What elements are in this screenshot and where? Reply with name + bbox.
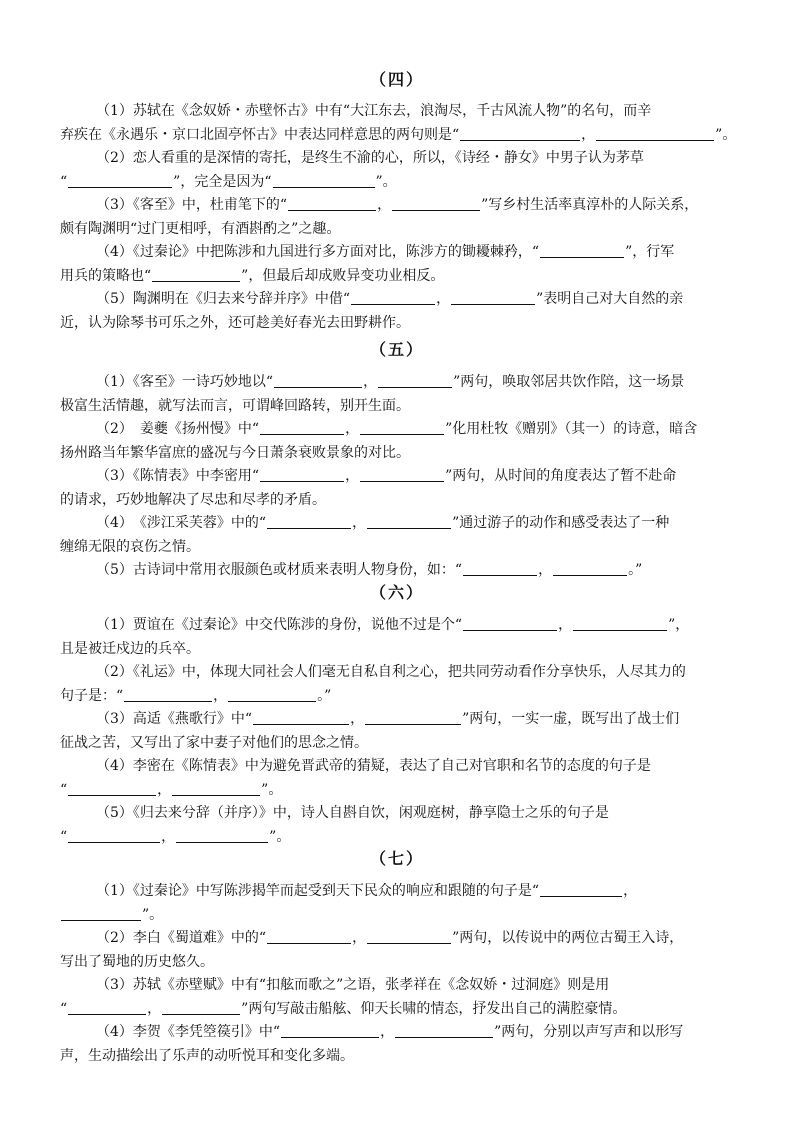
s6-q1-text2: ”， [668, 617, 690, 633]
s4-q2-text: （2）恋人看重的是深情的寄托，是终生不渝的心，所以，《诗经・静女》中男子认为茅草 [96, 150, 644, 166]
answer-blank[interactable] [351, 290, 435, 305]
answer-blank[interactable] [68, 1000, 146, 1015]
s5-q2-text: （2） 姜夔《扬州慢》中“ [96, 421, 260, 437]
s6-q1-text3: 且是被迁戍边的兵卒。 [60, 641, 200, 657]
answer-blank[interactable] [460, 126, 580, 141]
s4-q5-text2: ”表明自己对大自然的亲 [536, 291, 684, 307]
s5-q1-line1 [96, 371, 740, 393]
answer-blank[interactable] [365, 710, 461, 725]
s7-q1-line1 [96, 880, 740, 902]
open-quote: “ [60, 829, 68, 845]
s5-q4-text2: ”通过游子的动作和感受表达了一种 [452, 515, 670, 531]
separator: ， [161, 829, 176, 845]
s4-q3-text2: ”写乡村生活率真淳朴的人际关系， [481, 197, 699, 213]
s7-q3-text2: ”两句写敲击船舷、仰天长啸的情态，抒发出自己的满腔豪情。 [241, 1001, 627, 1017]
separator: ， [436, 291, 451, 307]
s4-q5-text: （5）陶渊明在《归去来兮辞并序》中借“ [96, 291, 351, 307]
answer-blank[interactable] [172, 781, 260, 796]
answer-blank[interactable] [68, 781, 156, 796]
s7-q4-line1 [96, 1021, 740, 1043]
s6-q2-line1 [96, 661, 740, 683]
answer-blank[interactable] [68, 828, 160, 843]
s6-q5-text: （5）《归去来兮辞（并序）》中，诗人自斟自饮，闲观庭树，静享隐士之乐的句子是 [96, 805, 609, 821]
s5-q4-text3: 缠绵无限的哀伤之情。 [60, 539, 200, 555]
answer-blank[interactable] [61, 906, 141, 921]
answer-blank[interactable] [573, 616, 667, 631]
answer-blank[interactable] [596, 126, 714, 141]
s6-q2-line2 [60, 685, 740, 707]
s7-q4-line2 [60, 1045, 740, 1067]
closing: ”。 [142, 907, 164, 923]
s4-q4-line1 [96, 241, 740, 263]
answer-blank[interactable] [463, 561, 537, 576]
answer-blank[interactable] [553, 561, 627, 576]
answer-blank[interactable] [260, 467, 344, 482]
s7-q2-text2: ”两句，以传说中的两位古蜀王入诗， [452, 930, 684, 946]
closing: ”。 [261, 782, 283, 798]
s5-q5-line1 [96, 559, 740, 581]
s4-q4-text2: ”，行军 [625, 244, 675, 260]
s4-q2-mid: ”，完全是因为“ [173, 174, 272, 190]
s6-q4-line1 [96, 755, 740, 777]
s6-q4-text: （4）李密在《陈情表》中为避免晋武帝的猜疑，表达了自己对官职和名节的态度的句子是 [96, 758, 651, 774]
s6-q3-text3: 征战之苦，又写出了家中妻子对他们的思念之情。 [60, 735, 368, 751]
separator: ， [623, 883, 638, 899]
s6-q5-line2 [60, 826, 740, 848]
s6-q1-text: （1）贾谊在《过秦论》中交代陈涉的身份，说他不过是个“ [96, 617, 463, 633]
s4-q1-line2 [60, 124, 740, 146]
separator: ， [352, 515, 367, 531]
s5-q2-line2 [60, 442, 740, 464]
s5-q3-line1 [96, 465, 740, 487]
s4-q1-text2: 弃疾在《永遇乐・京口北固亭怀古》中表达同样意思的两句则是“ [60, 127, 460, 143]
s4-q5-line1 [96, 288, 740, 310]
s4-q5-line2 [60, 312, 740, 334]
closing: ”。 [269, 829, 291, 845]
s5-q1-line2 [60, 395, 740, 417]
separator: ， [558, 617, 573, 633]
answer-blank[interactable] [540, 882, 622, 897]
closing: ”。 [715, 127, 737, 143]
s4-q1-text: （1）苏轼在《念奴娇・赤壁怀古》中有“大江东去，浪淘尽，千古风流人物”的名句，而辛 [96, 103, 652, 119]
closing: 。” [628, 562, 643, 578]
separator: ， [213, 688, 228, 704]
s7-q2-text: （2）李白《蜀道难》中的“ [96, 930, 267, 946]
answer-blank[interactable] [253, 710, 349, 725]
s4-q4-text4: ”，但最后却成败异变功业相反。 [241, 268, 445, 284]
answer-blank[interactable] [274, 373, 362, 388]
s7-q4-text2: ”两句，分别以声写声和以形写 [494, 1024, 684, 1040]
open-quote: “ [60, 174, 68, 190]
s5-q2-text2: ”化用杜牧《赠别》（其一）的诗意，暗含 [445, 421, 698, 437]
answer-blank[interactable] [540, 243, 624, 258]
s6-q4-line2 [60, 779, 740, 801]
answer-blank[interactable] [267, 514, 351, 529]
s7-q4-text3: 声，生动描绘出了乐声的动听悦耳和变化多端。 [60, 1048, 354, 1064]
s7-q1-text: （1）《过秦论》中写陈涉揭竿而起受到天下民众的响应和跟随的句子是“ [96, 883, 540, 899]
answer-blank[interactable] [367, 514, 451, 529]
answer-blank[interactable] [68, 173, 172, 188]
separator: ， [345, 421, 360, 437]
separator: ， [157, 782, 172, 798]
s4-q3-text: （3）《客至》中，杜甫笔下的“ [96, 197, 288, 213]
s4-q5-text3: 近，认为除琴书可乐之外，还可趁美好春光去田野耕作。 [60, 315, 410, 331]
answer-blank[interactable] [228, 687, 316, 702]
answer-blank[interactable] [378, 373, 452, 388]
s6-q1-line2 [60, 638, 740, 660]
s4-q4-line2 [60, 265, 740, 287]
s7-q2-text3: 写出了蜀地的历史悠久。 [60, 954, 214, 970]
s6-q3-text2: ”两句，一实一虚，既写出了战士们 [462, 711, 680, 727]
answer-blank[interactable] [463, 616, 557, 631]
s5-q4-line1 [96, 512, 740, 534]
s5-q1-text3: 极富生活情趣，就写法而言，可谓峰回路转，别开生面。 [60, 398, 410, 414]
separator: ， [363, 374, 378, 390]
s5-q1-text2: ”两句，唤取邻居共饮作陪，这一场景 [453, 374, 685, 390]
answer-blank[interactable] [367, 929, 451, 944]
s6-q3-text: （3）高适《燕歌行》中“ [96, 711, 253, 727]
answer-blank[interactable] [281, 1023, 379, 1038]
answer-blank[interactable] [360, 467, 444, 482]
s4-q2-line2 [60, 171, 740, 193]
separator: ， [581, 127, 596, 143]
section-title-7: （七） [369, 849, 424, 868]
s5-q5-text: （5）古诗词中常用衣服颜色或材质来表明人物身份，如：“ [96, 562, 463, 578]
answer-blank[interactable] [260, 420, 344, 435]
answer-blank[interactable] [360, 420, 444, 435]
answer-blank[interactable] [288, 196, 376, 211]
s5-q4-text: （4） 《涉江采芙蓉》中的“ [96, 515, 267, 531]
s4-q3-line1 [96, 194, 740, 216]
s7-q1-line2 [60, 904, 740, 926]
s7-q2-line2 [60, 951, 740, 973]
s7-q3-line2 [60, 998, 740, 1020]
s4-q1-line1 [96, 100, 740, 122]
separator: ， [352, 930, 367, 946]
s7-q3-text: （3）苏轼《赤壁赋》中有“扣舷而歌之”之语，张孝祥在《念奴娇・过洞庭》则是用 [96, 977, 610, 993]
s5-q2-text3: 扬州路当年繁华富庶的盛况与今日萧条衰败景象的对比。 [60, 445, 410, 461]
separator: ， [377, 197, 392, 213]
s6-q2-text2: 句子是：“ [60, 688, 124, 704]
separator: ， [345, 468, 360, 484]
s5-q2-line1 [96, 418, 740, 440]
answer-blank[interactable] [395, 1023, 493, 1038]
separator: ， [350, 711, 365, 727]
s5-q1-text: （1）《客至》一诗巧妙地以“ [96, 374, 274, 390]
answer-blank[interactable] [451, 290, 535, 305]
closing: 。” [317, 688, 332, 704]
open-quote: “ [60, 782, 68, 798]
answer-blank[interactable] [392, 196, 480, 211]
answer-blank[interactable] [162, 1000, 240, 1015]
s6-q3-line1 [96, 708, 740, 730]
s7-q2-line1 [96, 927, 740, 949]
s4-q3-text3: 颇有陶渊明“过门更相呼，有酒斟酌之”之趣。 [60, 221, 341, 237]
section-title-4: （四） [369, 70, 424, 89]
s6-q5-line1 [96, 802, 740, 824]
s5-q4-line2 [60, 536, 740, 558]
s5-q3-text: （3）《陈情表》中李密用“ [96, 468, 260, 484]
section-title-5: （五） [369, 340, 424, 359]
separator: ， [147, 1001, 162, 1017]
answer-blank[interactable] [176, 828, 268, 843]
s7-q3-line1 [96, 974, 740, 996]
s6-q3-line2 [60, 732, 740, 754]
answer-blank[interactable] [267, 929, 351, 944]
s5-q3-line2 [60, 489, 740, 511]
answer-blank[interactable] [273, 173, 375, 188]
closing: ”。 [375, 174, 397, 190]
s7-q4-text: （4）李贺《李凭箜篌引》中“ [96, 1024, 281, 1040]
s6-q2-text: （2）《礼运》中，体现大同社会人们毫无自私自利之心，把共同劳动看作分享快乐，人尽其力的 [96, 664, 686, 680]
answer-blank[interactable] [152, 267, 240, 282]
s4-q4-text: （4）《过秦论》中把陈涉和九国进行多方面对比，陈涉方的锄耰棘矜，“ [96, 244, 540, 260]
open-quote: “ [60, 1001, 68, 1017]
s6-q1-line1 [96, 614, 740, 636]
s4-q4-text3: 用兵的策略也“ [60, 268, 152, 284]
section-title-6: （六） [369, 583, 424, 602]
s4-q2-line1 [96, 147, 740, 169]
s5-q3-text3: 的请求，巧妙地解决了尽忠和尽孝的矛盾。 [60, 492, 326, 508]
separator: ， [380, 1024, 395, 1040]
s4-q3-line2 [60, 218, 740, 240]
s5-q3-text2: ”两句，从时间的角度表达了暂不赴命 [445, 468, 677, 484]
separator: ， [538, 562, 553, 578]
answer-blank[interactable] [124, 687, 212, 702]
